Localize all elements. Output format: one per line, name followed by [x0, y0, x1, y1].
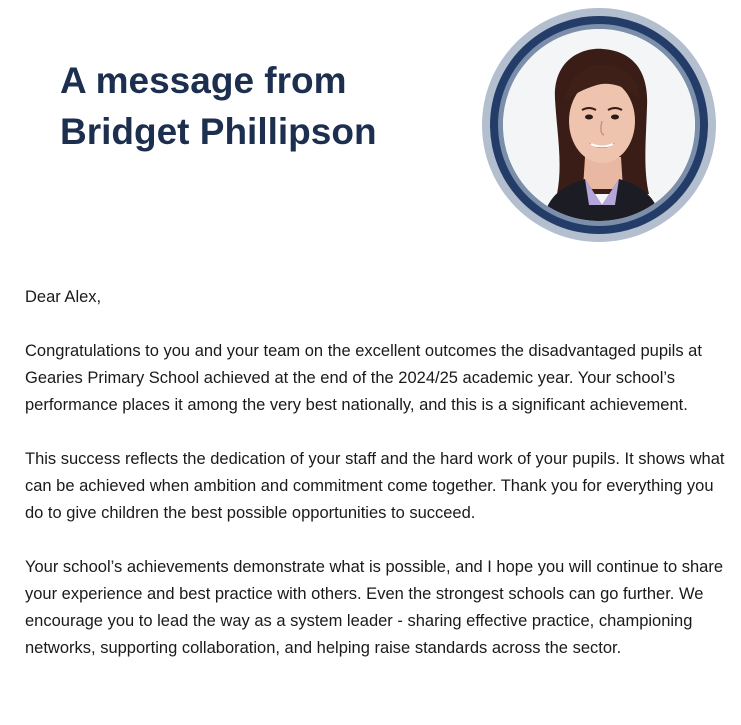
paragraph-3: Your school’s achievements demonstrate what is possible, and I hope you will continue to share your experience and best practice with others. Even the strongest schools can go further. We encourage you to lead the way as a system leader - sharing effective practice, championing networks, supporting collaboration, and helping raise standards across the sector.: [25, 558, 723, 657]
title-line-2: Bridget Phillipson: [60, 111, 377, 152]
paragraph-2: This success reflects the dedication of your staff and the hard work of your pupils. It shows what can be achieved when ambition and commitment come together. Thank you for everything you do to give children the best possible opportunities to succeed.: [25, 450, 725, 522]
portrait-photo: [503, 29, 695, 221]
portrait-frame: [482, 8, 716, 242]
portrait-icon: [503, 29, 695, 221]
title-line-1: A message from: [60, 60, 347, 101]
message-header: [0, 0, 741, 260]
paragraph-1: Congratulations to you and your team on the excellent outcomes the disadvantaged pupils at Gearies Primary School achieved at the end of the 2024/25 academic year. Your school’s performance places it among the very best nationally, and this is a significant achievement.: [25, 342, 702, 414]
page-title: [60, 55, 377, 157]
greeting: Dear Alex,: [25, 288, 102, 306]
letter-body: [25, 284, 725, 689]
